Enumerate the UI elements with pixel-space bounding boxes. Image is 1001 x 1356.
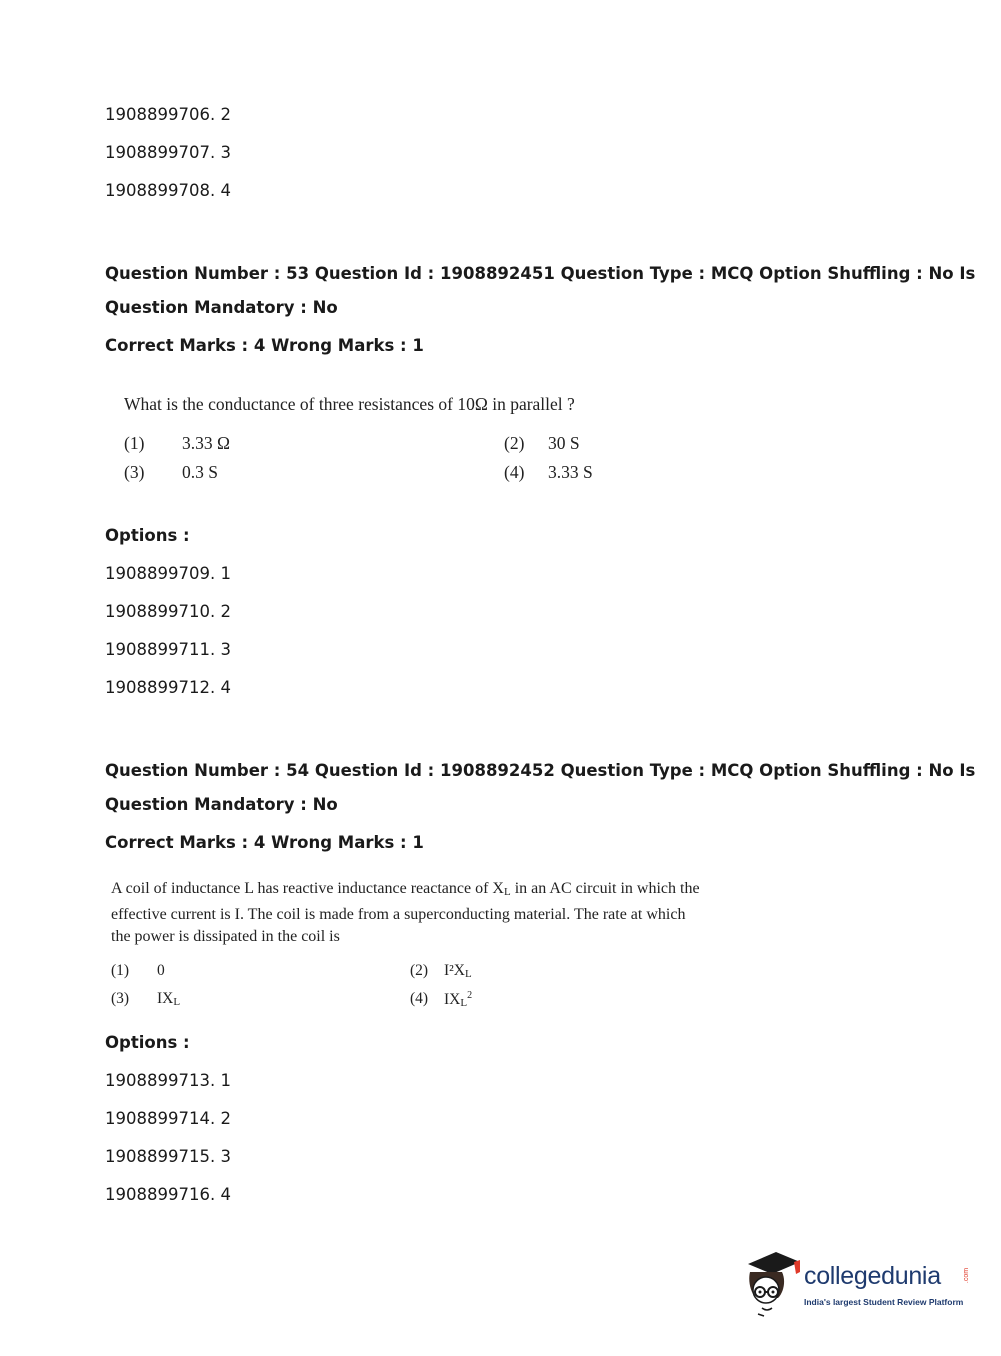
question-header-cont: Question Mandatory : No (105, 298, 338, 317)
option-line: 1908899716. 4 (105, 1185, 231, 1204)
option-line: 1908899715. 3 (105, 1147, 231, 1166)
question-line: the power is dissipated in the coil is (111, 928, 340, 945)
choice-text: 30 S (548, 433, 580, 453)
question-marks: Correct Marks : 4 Wrong Marks : 1 (105, 336, 424, 355)
question-text (111, 878, 700, 949)
options-label: Options : (105, 1033, 190, 1052)
question-header: Question Number : 53 Question Id : 1908892451 Question Type : MCQ Option Shuffling : No Is (105, 264, 976, 283)
choice-num: (3) (124, 462, 145, 482)
choice-text: 0.3 S (182, 462, 218, 482)
choice-text: I²XL (444, 962, 472, 980)
option-line: 1908899712. 4 (105, 678, 231, 697)
collegedunia-logo (742, 1250, 972, 1320)
question-marks: Correct Marks : 4 Wrong Marks : 1 (105, 833, 424, 852)
option-line: 1908899708. 4 (105, 181, 231, 200)
option-line: 1908899707. 3 (105, 143, 231, 162)
logo-domain: .com (963, 1267, 971, 1284)
options-label: Options : (105, 526, 190, 545)
choice-text: IXL$^2$ (444, 990, 473, 1009)
choice-num: (4) (504, 462, 525, 482)
logo-tagline: India's largest Student Review Platform (804, 1297, 964, 1307)
option-line: 1908899706. 2 (105, 105, 231, 124)
choice-text: 3.33 S (548, 462, 593, 482)
choice-num: (1) (111, 962, 130, 979)
mascot-icon (742, 1250, 802, 1320)
option-line: 1908899713. 1 (105, 1071, 231, 1090)
option-line: 1908899710. 2 (105, 602, 231, 621)
question-line: effective current is I. The coil is made from a superconducting material. The rate at which (111, 905, 686, 923)
option-line: 1908899711. 3 (105, 640, 231, 659)
choice-text: IXL (157, 990, 181, 1008)
option-line: 1908899714. 2 (105, 1109, 231, 1128)
choice-text: 0 (157, 962, 165, 979)
logo-wordmark: collegedunia (804, 1262, 941, 1290)
choice-num: (3) (111, 990, 130, 1007)
question-header-cont: Question Mandatory : No (105, 795, 338, 814)
question-line: A coil of inductance L has reactive inductance reactance of XL in an AC circuit in which the (111, 880, 700, 898)
question-text: What is the conductance of three resistances of 10Ω in parallel ? (124, 394, 575, 414)
option-line: 1908899709. 1 (105, 564, 231, 583)
choice-num: (2) (504, 433, 525, 453)
choice-num: (2) (410, 962, 429, 979)
choice-text: 3.33 Ω (182, 433, 231, 453)
question-header: Question Number : 54 Question Id : 1908892452 Question Type : MCQ Option Shuffling : No Is (105, 761, 976, 780)
choice-num: (1) (124, 433, 145, 453)
choice-num: (4) (410, 990, 429, 1007)
